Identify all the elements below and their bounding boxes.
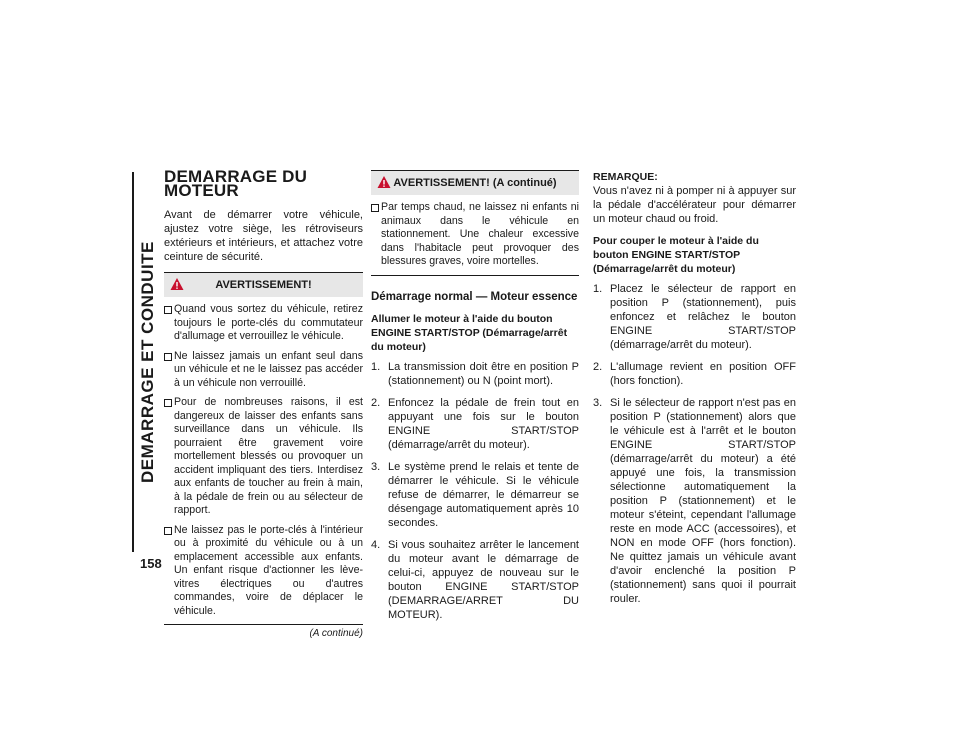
side-tab-rule (132, 172, 134, 552)
remark-label: REMARQUE: (593, 171, 658, 183)
list-item: 1. La transmission doit être en position P (stationnement) ou N (point mort). (371, 360, 579, 387)
warning-header (371, 171, 579, 195)
intro-paragraph: Avant de démarrer votre véhicule, ajustez votre siège, les rétroviseurs extérieurs et intérieurs, et attachez votre ceinture de sécurité. (164, 209, 363, 263)
column-1 (164, 167, 363, 641)
warning-header (164, 273, 363, 297)
subheading: Démarrage normal — Moteur essence (371, 290, 578, 303)
page-title: DEMARRAGE DU MOTEUR (164, 167, 308, 200)
checkbox-bullet-icon (371, 204, 379, 212)
checkbox-bullet-icon (164, 399, 172, 407)
warning-title: AVERTISSEMENT! (A continué) (393, 177, 557, 189)
warning-title: AVERTISSEMENT! (215, 279, 312, 291)
section-title-vertical: DEMARRAGE ET CONDUITE (138, 241, 157, 483)
warning-item: Pour de nombreuses raisons, il est dangereux de laisser des enfants sans surveillance dans un véhicule. Ils pourraient être gravement voire mortellement blessés ou provoquer un accident impliquant des tiers. Interdisez aux enfants de toucher au frein à main, à la pédale de frein ou au sélecteur de rapport. (164, 396, 363, 518)
warning-item: Ne laissez jamais un enfant seul dans un véhicule et ne le laissez pas accéder à un véhicule non verrouillé. (164, 350, 363, 391)
list-item: 4. Si vous souhaitez arrêter le lancement du moteur avant le démarrage de celui-ci, appuyez de nouveau sur le bouton ENGINE START/STOP (DEMARRAGE/ARRET DU MOTEUR). (371, 538, 579, 621)
list-item: 2. L'allumage revient en position OFF (hors fonction). (593, 361, 796, 387)
checkbox-bullet-icon (164, 306, 172, 314)
list-item: 3. Le système prend le relais et tente de démarrer le véhicule. Si le véhicule refuse de démarrer, le démarreur se désengage automatiquement après 10 secondes. (371, 460, 579, 529)
warning-triangle-icon (377, 175, 391, 189)
checkbox-bullet-icon (164, 353, 172, 361)
procedure-title: Pour couper le moteur à l'aide du bouton ENGINE START/STOP (Démarrage/arrêt du moteur) (593, 235, 759, 275)
list-item: 2. Enfoncez la pédale de frein tout en appuyant une fois sur le bouton ENGINE START/STOP (démarrage/arrêt du moteur). (371, 396, 579, 451)
list-item: 1. Placez le sélecteur de rapport en position P (stationnement), puis enfoncez et relâchez le bouton ENGINE START/STOP (démarrage/arrêt du moteur). (593, 283, 796, 351)
continued-note: (A continué) (309, 628, 363, 639)
checkbox-bullet-icon (164, 527, 172, 535)
procedure-title: Allumer le moteur à l'aide du bouton ENGINE START/STOP (Démarrage/arrêt du moteur) (371, 312, 568, 353)
warning-box (164, 272, 363, 625)
page-number: 158 (140, 556, 162, 571)
warning-item: Par temps chaud, ne laissez ni enfants ni animaux dans le véhicule en stationnement. Une chaleur excessive dans l'habitacle peut provoquer des blessures graves, voire mortelles. (371, 201, 579, 269)
column-3 (593, 170, 796, 614)
column-2 (371, 170, 579, 630)
warning-box-continued (371, 170, 579, 276)
remark-text: Vous n'avez ni à pomper ni à appuyer sur la pédale d'accélérateur pour démarrer un moteur chaud ou froid. (593, 185, 796, 225)
list-item: 3. Si le sélecteur de rapport n'est pas en position P (stationnement) alors que le véhicule est à l'arrêt et le bouton ENGINE START/STOP (démarrage/arrêt du moteur) a été appuyé une fois, la transmission sélectionne automatiquement la position P (stationnement) et le moteur s'éteint, cependant l'allumage reste en mode ACC (accessoires), et NON en mode OFF (hors fonction). Ne quittez jamais un véhicule avant d'avoir enclenché la position P (stationnement) sans quoi il pourrait rouler. (593, 397, 796, 605)
warning-item: Ne laissez pas le porte-clés à l'intérieur ou à proximité du véhicule ou à un emplacement accessible aux enfants. Un enfant risque d'actionner les lève-vitres électriques ou d'autres commandes, voire de déplacer le véhicule. (164, 524, 363, 619)
section-side-tab (132, 172, 158, 552)
warning-triangle-icon (170, 277, 184, 291)
warning-item: Quand vous sortez du véhicule, retirez toujours le porte-clés du commutateur d'allumage et verrouillez le véhicule. (164, 303, 363, 344)
